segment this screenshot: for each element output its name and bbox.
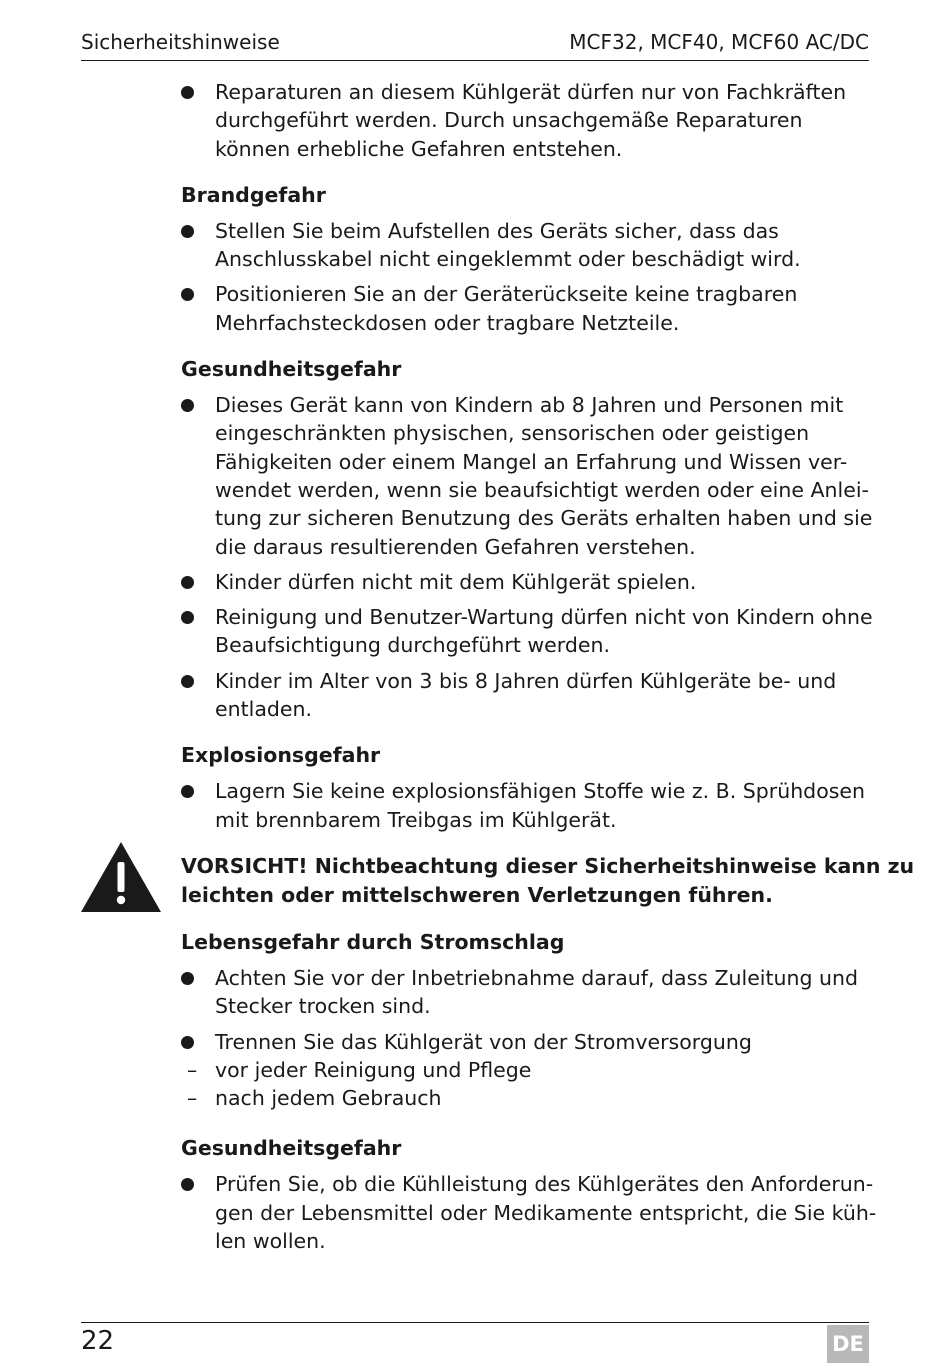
text-line: Reparaturen an diesem Kühlgerät dürfen nur von Fachkräften xyxy=(215,80,847,104)
text-line: Reinigung und Benutzer-Wartung dürfen nicht von Kindern ohne xyxy=(215,605,873,630)
warning-triangle-icon xyxy=(79,840,163,914)
text-line: können erhebliche Gefahren entstehen. xyxy=(215,136,623,161)
section-heading-electric: Lebensgefahr durch Stromschlag xyxy=(181,929,565,954)
list-item xyxy=(181,1170,877,1255)
text-line: durchgeführt werden. Durch unsachgemäße Reparaturen xyxy=(215,108,803,133)
text-line: gen der Lebensmittel oder Medikamente entspricht, die Sie küh- xyxy=(215,1200,877,1225)
text-line: Beaufsichtigung durchgeführt werden. xyxy=(215,633,610,658)
text-line: eingeschränkten physischen, sensorischen oder geistigen xyxy=(215,421,810,446)
text-line: Fähigkeiten oder einem Mangel an Erfahrung und Wissen ver- xyxy=(215,449,848,474)
text-line: tung zur sicheren Benutzung des Geräts erhalten haben und sie xyxy=(215,506,873,531)
page-number: 22 xyxy=(81,1326,115,1356)
header-section-title: Sicherheitshinweise xyxy=(81,30,280,54)
bullet-dot xyxy=(181,785,194,798)
text-line: die daraus resultierenden Gefahren verstehen. xyxy=(215,534,696,559)
bullet-dot xyxy=(181,399,194,412)
text-line: wendet werden, wenn sie beaufsichtigt werden oder eine Anlei- xyxy=(215,477,869,502)
list-item xyxy=(181,1028,871,1056)
section-heading-health-2: Gesundheitsgefahr xyxy=(181,1136,402,1161)
section-heading-fire: Brandgefahr xyxy=(181,182,326,207)
bullet-dot xyxy=(181,611,194,624)
list-item xyxy=(181,568,871,596)
list-item xyxy=(181,78,871,163)
language-badge: DE xyxy=(827,1325,869,1363)
list-item xyxy=(181,217,871,274)
list-item xyxy=(181,391,871,561)
text-line: mit brennbarem Treibgas im Kühlgerät. xyxy=(215,807,617,832)
list-item xyxy=(181,667,871,724)
text-line: Anschlusskabel nicht eingeklemmt oder beschädigt wird. xyxy=(215,247,801,272)
text-line: Lagern Sie keine explosionsfähigen Stoffe wie z. B. Sprühdosen xyxy=(215,779,866,804)
bullet-dot xyxy=(181,576,194,589)
page-header xyxy=(81,30,869,61)
caution-line: VORSICHT! Nichtbeachtung dieser Sicherheitshinweise kann zu xyxy=(181,853,915,878)
caution-line: leichten oder mittelschweren Verletzungen führen. xyxy=(181,882,773,907)
text-line: Stecker trocken sind. xyxy=(215,994,431,1019)
text-line: Trennen Sie das Kühlgerät von der Stromversorgung xyxy=(215,1029,752,1054)
text-line: vor jeder Reinigung und Pflege xyxy=(215,1057,532,1082)
text-line: Dieses Gerät kann von Kindern ab 8 Jahren und Personen mit xyxy=(215,393,844,418)
bullet-dot xyxy=(181,972,194,985)
text-line: Stellen Sie beim Aufstellen des Geräts sicher, dass das xyxy=(215,218,779,243)
sub-list-item xyxy=(181,1056,871,1084)
text-line: nach jedem Gebrauch xyxy=(215,1086,442,1111)
header-model-title: MCF32, MCF40, MCF60 AC/DC xyxy=(569,30,869,54)
bullet-dot xyxy=(181,1178,194,1191)
sub-list-item xyxy=(181,1084,871,1112)
list-item xyxy=(181,603,871,660)
text-line: Kinder im Alter von 3 bis 8 Jahren dürfen Kühlgeräte be- und xyxy=(215,668,837,693)
text-line: Prüfen Sie, ob die Kühlleistung des Kühlgerätes den Anforderun- xyxy=(215,1172,874,1197)
list-item xyxy=(181,964,871,1021)
bullet-dot xyxy=(181,288,194,301)
text-line: len wollen. xyxy=(215,1229,326,1254)
list-item xyxy=(181,280,871,337)
bullet-dot xyxy=(181,225,194,238)
caution-notice xyxy=(181,852,915,910)
text-line: Kinder dürfen nicht mit dem Kühlgerät spielen. xyxy=(215,569,697,594)
dash-marker: – xyxy=(187,1057,198,1082)
text-line: Positionieren Sie an der Geräterückseite keine tragbaren xyxy=(215,282,798,307)
page-content xyxy=(181,78,915,1262)
dash-marker: – xyxy=(187,1086,198,1111)
text-line: Mehrfachsteckdosen oder tragbare Netzteile. xyxy=(215,310,680,335)
list-item xyxy=(181,777,871,834)
footer-divider xyxy=(81,1322,869,1323)
section-heading-explosion: Explosionsgefahr xyxy=(181,743,381,768)
bullet-dot xyxy=(181,1036,194,1049)
section-heading-health: Gesundheitsgefahr xyxy=(181,357,402,382)
text-line: Achten Sie vor der Inbetriebnahme darauf, dass Zuleitung und xyxy=(215,965,859,990)
bullet-dot xyxy=(181,86,194,99)
bullet-dot xyxy=(181,675,194,688)
text-line: entladen. xyxy=(215,697,313,722)
